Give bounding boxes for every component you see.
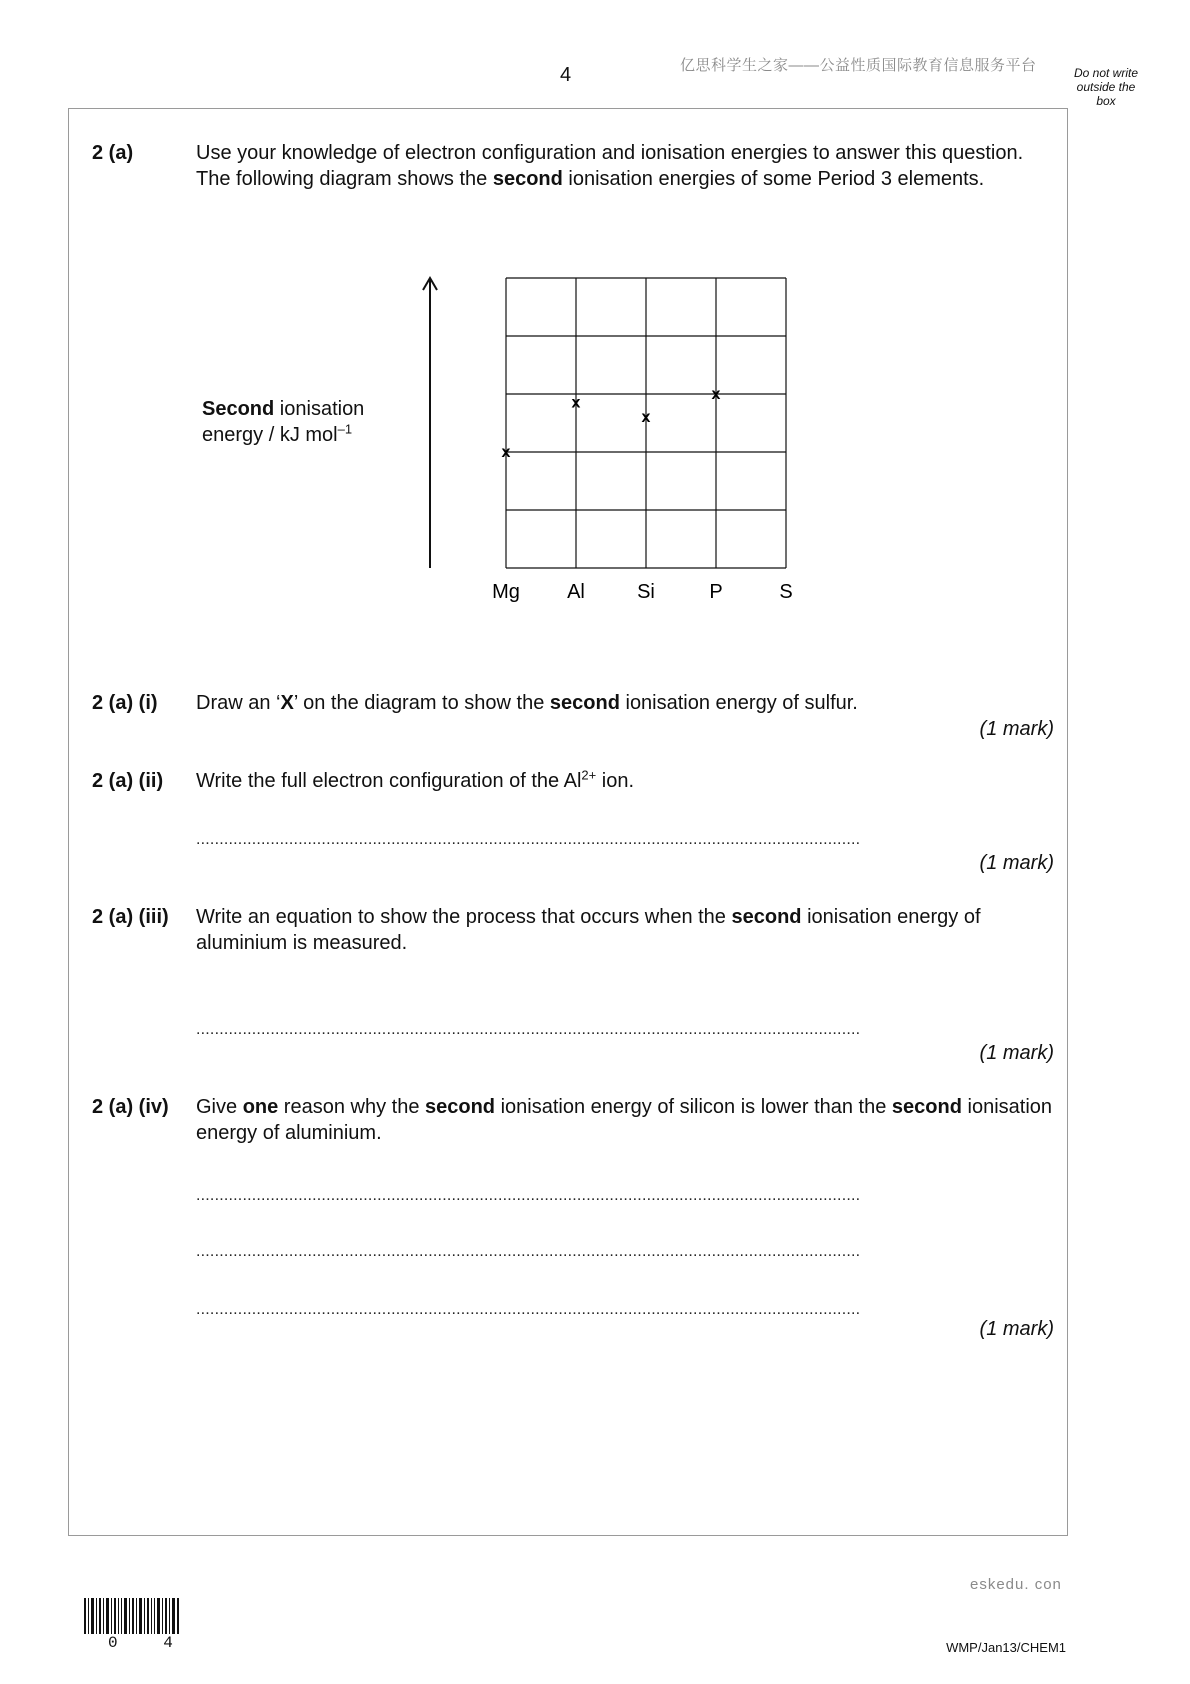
x-tick-label-s: S xyxy=(779,581,793,603)
x-tick-label-si: Si xyxy=(637,581,655,603)
x-tick-label-al: Al xyxy=(567,581,585,603)
question-2a-line-1: Use your knowledge of electron configuration and ionisation energies to answer this question. xyxy=(196,142,1024,164)
barcode-number: 0 4 xyxy=(108,1634,191,1652)
data-point-si: x xyxy=(641,409,651,427)
question-2aiv-text: Give one reason why the second ionisation energy of silicon is lower than the second ionisation energy of aluminium. xyxy=(196,1096,1053,1144)
question-number-2a: 2 (a) xyxy=(92,142,134,164)
chart-y-axis-label: Second ionisation energy / kJ mol$^{-1}$ xyxy=(202,398,365,446)
data-point-mg: x xyxy=(501,444,511,461)
margin-note-line-1: Do not write xyxy=(1073,66,1139,80)
answer-line-2aii[interactable]: ............................................................................................................................................... xyxy=(196,832,861,848)
question-number-2aiii: 2 (a) (iii) xyxy=(92,906,169,928)
question-2aii-text: Write the full electron configuration of the $Al^{2+}$ ion. xyxy=(196,767,635,792)
paper-code: WMP/Jan13/CHEM1 xyxy=(946,1640,1066,1655)
question-2a-line-2: The following diagram shows the second ionisation energies of some Period 3 elements. xyxy=(196,168,985,190)
top-watermark: 亿思科学生之家——公益性质国际教育信息服务平台 xyxy=(680,57,1037,74)
data-point-p: x xyxy=(711,386,721,403)
ionisation-energy-chart xyxy=(420,270,820,610)
data-point-al: x xyxy=(571,394,581,412)
chart-x-labels xyxy=(492,581,793,603)
mark-2ai: (1 mark) xyxy=(979,718,1054,740)
x-tick-label-p: P xyxy=(709,581,723,603)
question-2aiii-text: Write an equation to show the process that occurs when the second ionisation energy of aluminium is measured. xyxy=(196,906,981,954)
mark-2aiii: (1 mark) xyxy=(979,1042,1054,1064)
bottom-watermark: eskedu. con xyxy=(970,1576,1062,1593)
chart-marks xyxy=(502,386,721,461)
question-number-2aii: 2 (a) (ii) xyxy=(92,770,164,792)
answer-line-2aiv-2[interactable]: ............................................................................................................................................... xyxy=(196,1244,861,1260)
answer-line-2aiii[interactable]: ............................................................................................................................................... xyxy=(196,1022,861,1038)
mark-2aii: (1 mark) xyxy=(979,852,1054,874)
page-number: 4 xyxy=(560,64,572,86)
y-label-bold: Second xyxy=(202,398,275,420)
mark-2aiv: (1 mark) xyxy=(979,1318,1054,1340)
x-tick-label-mg: Mg xyxy=(492,581,520,603)
margin-note-line-2: outside the xyxy=(1076,80,1136,94)
margin-note xyxy=(1068,66,1144,108)
answer-line-2aiv-3[interactable]: ............................................................................................................................................... xyxy=(196,1302,861,1318)
barcode-icon xyxy=(84,1598,180,1634)
question-number-2ai: 2 (a) (i) xyxy=(92,692,158,714)
question-number-2aiv: 2 (a) (iv) xyxy=(92,1096,169,1118)
margin-note-line-3: box xyxy=(1096,94,1116,108)
answer-line-2aiv-1[interactable]: ............................................................................................................................................... xyxy=(196,1188,861,1204)
question-2a-text xyxy=(196,140,1056,192)
question-2ai-text: Draw an ‘X’ on the diagram to show the second ionisation energy of sulfur. xyxy=(196,692,858,714)
